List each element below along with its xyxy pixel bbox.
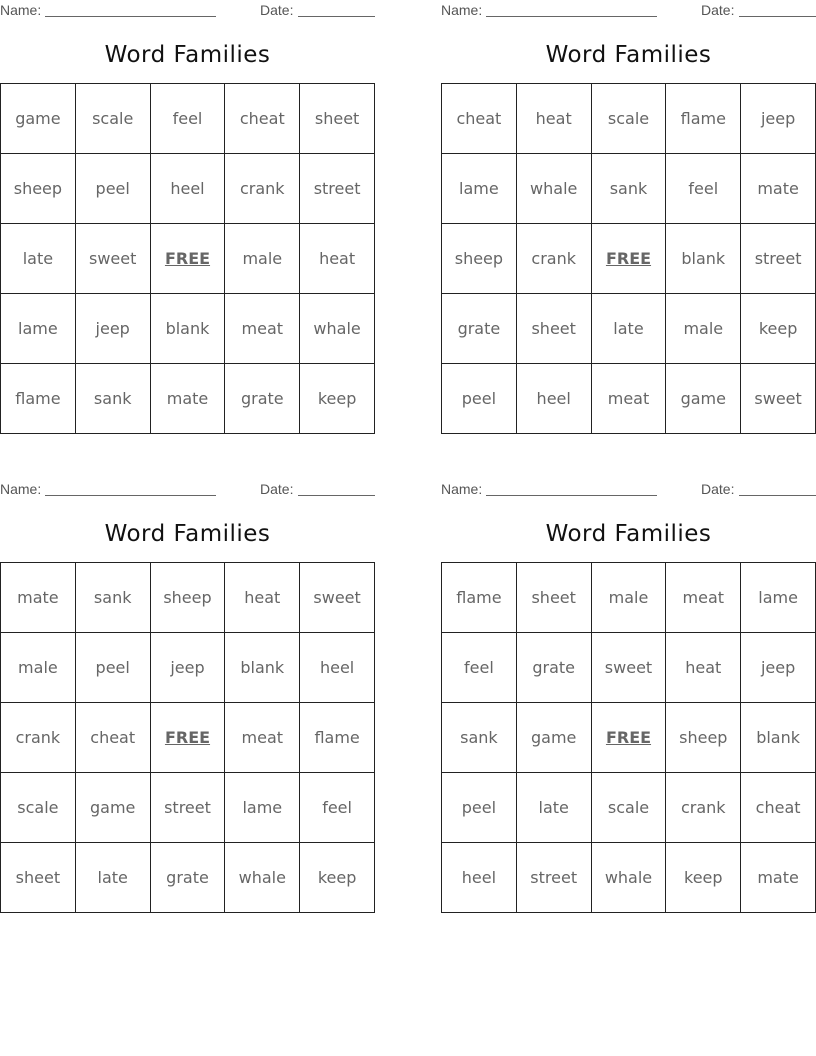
word-cell: late <box>75 843 150 913</box>
word-cell: heel <box>516 364 591 434</box>
word-cell: lame <box>741 563 816 633</box>
free-space-cell: FREE <box>150 224 225 294</box>
word-cell: heat <box>516 84 591 154</box>
word-cell: scale <box>591 84 666 154</box>
name-line <box>45 16 216 17</box>
word-cell: blank <box>666 224 741 294</box>
name-label: Name: <box>0 2 42 18</box>
word-cell: cheat <box>442 84 517 154</box>
word-cell: mate <box>150 364 225 434</box>
word-cell: grate <box>516 633 591 703</box>
grid-row <box>442 364 816 434</box>
word-cell: meat <box>666 563 741 633</box>
card-title: Word Families <box>545 42 712 68</box>
date-label: Date: <box>701 2 735 18</box>
grid-row <box>442 294 816 364</box>
word-cell: sweet <box>591 633 666 703</box>
bingo-card-3 <box>0 479 375 887</box>
grid-row <box>442 224 816 294</box>
word-cell: mate <box>1 563 76 633</box>
grid-row <box>442 563 816 633</box>
grid-row <box>1 773 375 843</box>
word-cell: game <box>516 703 591 773</box>
word-cell: heel <box>150 154 225 224</box>
word-cell: keep <box>300 364 375 434</box>
grid-row <box>1 154 375 224</box>
word-cell: feel <box>442 633 517 703</box>
date-label: Date: <box>260 2 294 18</box>
word-cell: whale <box>591 843 666 913</box>
word-cell: mate <box>741 154 816 224</box>
word-cell: street <box>150 773 225 843</box>
word-cell: meat <box>225 703 300 773</box>
word-cell: cheat <box>75 703 150 773</box>
card-header <box>0 479 375 501</box>
bingo-grid <box>0 562 375 913</box>
word-cell: grate <box>225 364 300 434</box>
grid-row <box>1 633 375 703</box>
card-title: Word Families <box>104 521 271 547</box>
word-cell: grate <box>442 294 517 364</box>
word-cell: jeep <box>75 294 150 364</box>
word-cell: sank <box>591 154 666 224</box>
word-cell: street <box>300 154 375 224</box>
word-cell: crank <box>516 224 591 294</box>
word-cell: late <box>591 294 666 364</box>
bingo-card-4 <box>441 479 816 887</box>
word-cell: sheep <box>150 563 225 633</box>
word-cell: game <box>75 773 150 843</box>
date-line <box>298 495 375 496</box>
date-label: Date: <box>701 481 735 497</box>
word-cell: scale <box>75 84 150 154</box>
word-cell: sheet <box>516 563 591 633</box>
word-cell: sheep <box>1 154 76 224</box>
word-cell: feel <box>300 773 375 843</box>
word-cell: sweet <box>75 224 150 294</box>
card-header <box>0 0 375 22</box>
word-cell: keep <box>300 843 375 913</box>
word-cell: sank <box>75 563 150 633</box>
word-cell: lame <box>442 154 517 224</box>
word-cell: blank <box>150 294 225 364</box>
card-title: Word Families <box>545 521 712 547</box>
word-cell: sheet <box>516 294 591 364</box>
date-line <box>739 495 816 496</box>
date-label: Date: <box>260 481 294 497</box>
name-label: Name: <box>0 481 42 497</box>
name-label: Name: <box>441 481 483 497</box>
grid-row <box>1 843 375 913</box>
word-cell: jeep <box>741 84 816 154</box>
word-cell: heel <box>442 843 517 913</box>
bingo-grid <box>441 562 816 913</box>
word-cell: grate <box>150 843 225 913</box>
word-cell: meat <box>591 364 666 434</box>
word-cell: meat <box>225 294 300 364</box>
word-cell: scale <box>1 773 76 843</box>
grid-row <box>442 633 816 703</box>
word-cell: street <box>741 224 816 294</box>
word-cell: heat <box>225 563 300 633</box>
word-cell: sank <box>442 703 517 773</box>
word-cell: peel <box>442 773 517 843</box>
free-space-cell: FREE <box>591 703 666 773</box>
bingo-card-2 <box>441 0 816 408</box>
word-cell: whale <box>225 843 300 913</box>
word-cell: sheet <box>300 84 375 154</box>
grid-row <box>1 703 375 773</box>
name-line <box>486 495 657 496</box>
word-cell: peel <box>442 364 517 434</box>
grid-row <box>442 843 816 913</box>
card-header <box>441 0 816 22</box>
word-cell: sweet <box>741 364 816 434</box>
word-cell: late <box>516 773 591 843</box>
name-line <box>45 495 216 496</box>
date-line <box>739 16 816 17</box>
word-cell: game <box>1 84 76 154</box>
word-cell: whale <box>300 294 375 364</box>
bingo-grid <box>0 83 375 434</box>
grid-row <box>1 294 375 364</box>
word-cell: lame <box>1 294 76 364</box>
word-cell: crank <box>666 773 741 843</box>
word-cell: cheat <box>741 773 816 843</box>
name-label: Name: <box>441 2 483 18</box>
word-cell: keep <box>666 843 741 913</box>
word-cell: game <box>666 364 741 434</box>
free-space-cell: FREE <box>591 224 666 294</box>
word-cell: lame <box>225 773 300 843</box>
word-cell: street <box>516 843 591 913</box>
word-cell: jeep <box>150 633 225 703</box>
word-cell: whale <box>516 154 591 224</box>
word-cell: male <box>666 294 741 364</box>
word-cell: flame <box>666 84 741 154</box>
word-cell: heat <box>666 633 741 703</box>
word-cell: blank <box>741 703 816 773</box>
word-cell: sweet <box>300 563 375 633</box>
grid-row <box>1 563 375 633</box>
word-cell: flame <box>442 563 517 633</box>
word-cell: jeep <box>741 633 816 703</box>
word-cell: peel <box>75 633 150 703</box>
word-cell: keep <box>741 294 816 364</box>
grid-row <box>1 364 375 434</box>
free-space-cell: FREE <box>150 703 225 773</box>
card-title: Word Families <box>104 42 271 68</box>
bingo-card-1 <box>0 0 375 408</box>
word-cell: flame <box>1 364 76 434</box>
word-cell: blank <box>225 633 300 703</box>
card-header <box>441 479 816 501</box>
word-cell: crank <box>225 154 300 224</box>
word-cell: crank <box>1 703 76 773</box>
word-cell: heel <box>300 633 375 703</box>
word-cell: sheep <box>666 703 741 773</box>
word-cell: flame <box>300 703 375 773</box>
word-cell: peel <box>75 154 150 224</box>
grid-row <box>442 84 816 154</box>
word-cell: male <box>1 633 76 703</box>
word-cell: late <box>1 224 76 294</box>
name-line <box>486 16 657 17</box>
word-cell: sheep <box>442 224 517 294</box>
grid-row <box>1 84 375 154</box>
word-cell: heat <box>300 224 375 294</box>
word-cell: sheet <box>1 843 76 913</box>
word-cell: mate <box>741 843 816 913</box>
date-line <box>298 16 375 17</box>
grid-row <box>442 703 816 773</box>
word-cell: scale <box>591 773 666 843</box>
bingo-grid <box>441 83 816 434</box>
word-cell: male <box>591 563 666 633</box>
grid-row <box>442 154 816 224</box>
grid-row <box>1 224 375 294</box>
word-cell: sank <box>75 364 150 434</box>
word-cell: cheat <box>225 84 300 154</box>
word-cell: male <box>225 224 300 294</box>
word-cell: feel <box>666 154 741 224</box>
grid-row <box>442 773 816 843</box>
word-cell: feel <box>150 84 225 154</box>
